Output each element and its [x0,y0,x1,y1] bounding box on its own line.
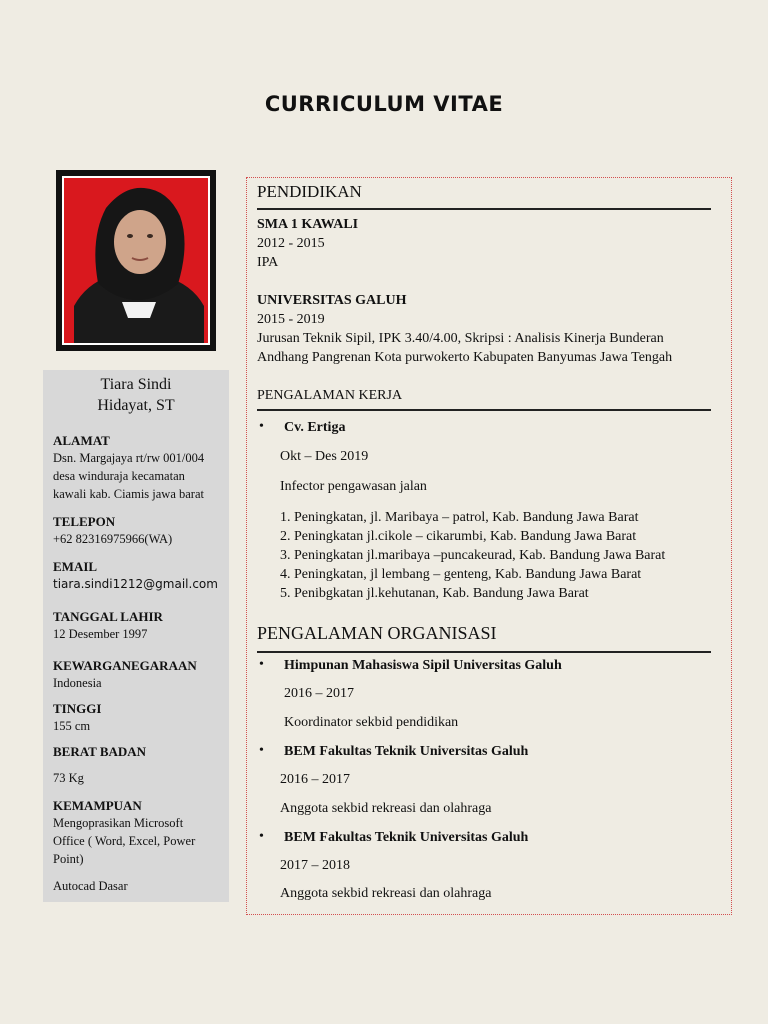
organization-rule [257,651,711,653]
school-2-desc-2: Andhang Pangrenan Kota purwokerto Kabupaten Banyumas Jawa Tengah [257,350,673,365]
school-2-years: 2015 - 2019 [257,312,325,327]
work-project-item: 4. Peningkatan, jl lembang – genteng, Kab. Bandung Jawa Barat [280,567,642,582]
email-label: EMAIL [53,559,98,574]
address-line-3: kawali kab. Ciamis jawa barat [53,487,204,501]
education-rule [257,208,711,210]
org-2-years: 2016 – 2017 [280,772,350,787]
main-content-box [246,177,732,915]
education-school-1 [257,215,717,272]
work-project-list [280,508,665,603]
name-line-2: Hidayat, ST [97,397,175,414]
email-block [53,558,227,593]
address-line-2: desa winduraja kecamatan [53,469,185,483]
org-1-role: Koordinator sekbid pendidikan [284,715,459,730]
bullet-icon: • [259,657,264,672]
org-1-years: 2016 – 2017 [284,686,354,701]
skills-line-1: Mengoprasikan Microsoft [53,816,184,830]
bullet-icon: • [259,743,264,758]
education-heading: PENDIDIKAN [257,182,362,201]
work-period: Okt – Des 2019 [280,449,369,464]
work-company: Cv. Ertiga [284,420,346,435]
weight-block [53,743,227,787]
organization-heading: PENGALAMAN ORGANISASI [257,623,497,643]
profile-photo [62,176,210,345]
bullet-icon: • [259,419,264,434]
address-label: ALAMAT [53,433,110,448]
nationality-label: KEWARGANEGARAAN [53,658,197,673]
work-project-item: 3. Peningkatan jl.maribaya –puncakeurad, Kab. Bandung Jawa Barat [280,548,666,563]
org-3-name: BEM Fakultas Teknik Universitas Galuh [284,830,529,845]
skills-line-4: Autocad Dasar [53,879,128,893]
phone-block [53,513,227,548]
work-project-item: 1. Peningkatan, jl. Maribaya – patrol, Kab. Bandung Jawa Barat [280,510,639,525]
address-line-1: Dsn. Margajaya rt/rw 001/004 [53,451,205,465]
skills-line-2: Office ( Word, Excel, Power [53,834,196,848]
height-block [53,700,227,735]
personal-info-sidebar [43,370,229,902]
work-role: Infector pengawasan jalan [280,479,427,494]
work-project-item: 5. Penibgkatan jl.kehutanan, Kab. Bandung Jawa Barat [280,586,589,601]
profile-photo-frame [56,170,216,351]
nationality-block [53,657,227,692]
work-rule [257,409,711,411]
school-1-name: SMA 1 KAWALI [257,217,359,232]
school-2-name: UNIVERSITAS GALUH [257,293,407,308]
name-line-1: Tiara Sindi [100,376,172,393]
bullet-icon: • [259,829,264,844]
school-1-major: IPA [257,255,279,270]
work-project-item: 2. Peningkatan jl.cikole – cikarumbi, Kab. Bandung Jawa Barat [280,529,637,544]
address-block [53,432,227,503]
skills-block [53,797,227,895]
full-name [43,374,229,416]
org-3-role: Anggota sekbid rekreasi dan olahraga [280,886,492,901]
birthdate-label: TANGGAL LAHIR [53,609,163,624]
height-value: 155 cm [53,719,91,733]
org-3-years: 2017 – 2018 [280,858,350,873]
phone-label: TELEPON [53,514,116,529]
email-value: tiara.sindi1212@gmail.com [53,577,218,591]
skills-label: KEMAMPUAN [53,798,142,813]
school-1-years: 2012 - 2015 [257,236,325,251]
document-title: CURRICULUM VITAE [264,92,504,116]
org-2-role: Anggota sekbid rekreasi dan olahraga [280,801,492,816]
height-label: TINGGI [53,701,102,716]
weight-label: BERAT BADAN [53,744,147,759]
org-1-name: Himpunan Mahasiswa Sipil Universitas Galuh [284,658,562,673]
weight-value: 73 Kg [53,771,84,785]
nationality-value: Indonesia [53,676,102,690]
birthdate-value: 12 Desember 1997 [53,627,148,641]
skills-line-3: Point) [53,852,84,866]
work-heading: PENGALAMAN KERJA [257,388,403,403]
school-2-desc-1: Jurusan Teknik Sipil, IPK 3.40/4.00, Skripsi : Analisis Kinerja Bunderan [257,331,664,346]
birthdate-block [53,608,227,643]
education-school-2 [257,291,717,367]
phone-value: +62 82316975966(WA) [53,532,173,546]
org-2-name: BEM Fakultas Teknik Universitas Galuh [284,744,529,759]
